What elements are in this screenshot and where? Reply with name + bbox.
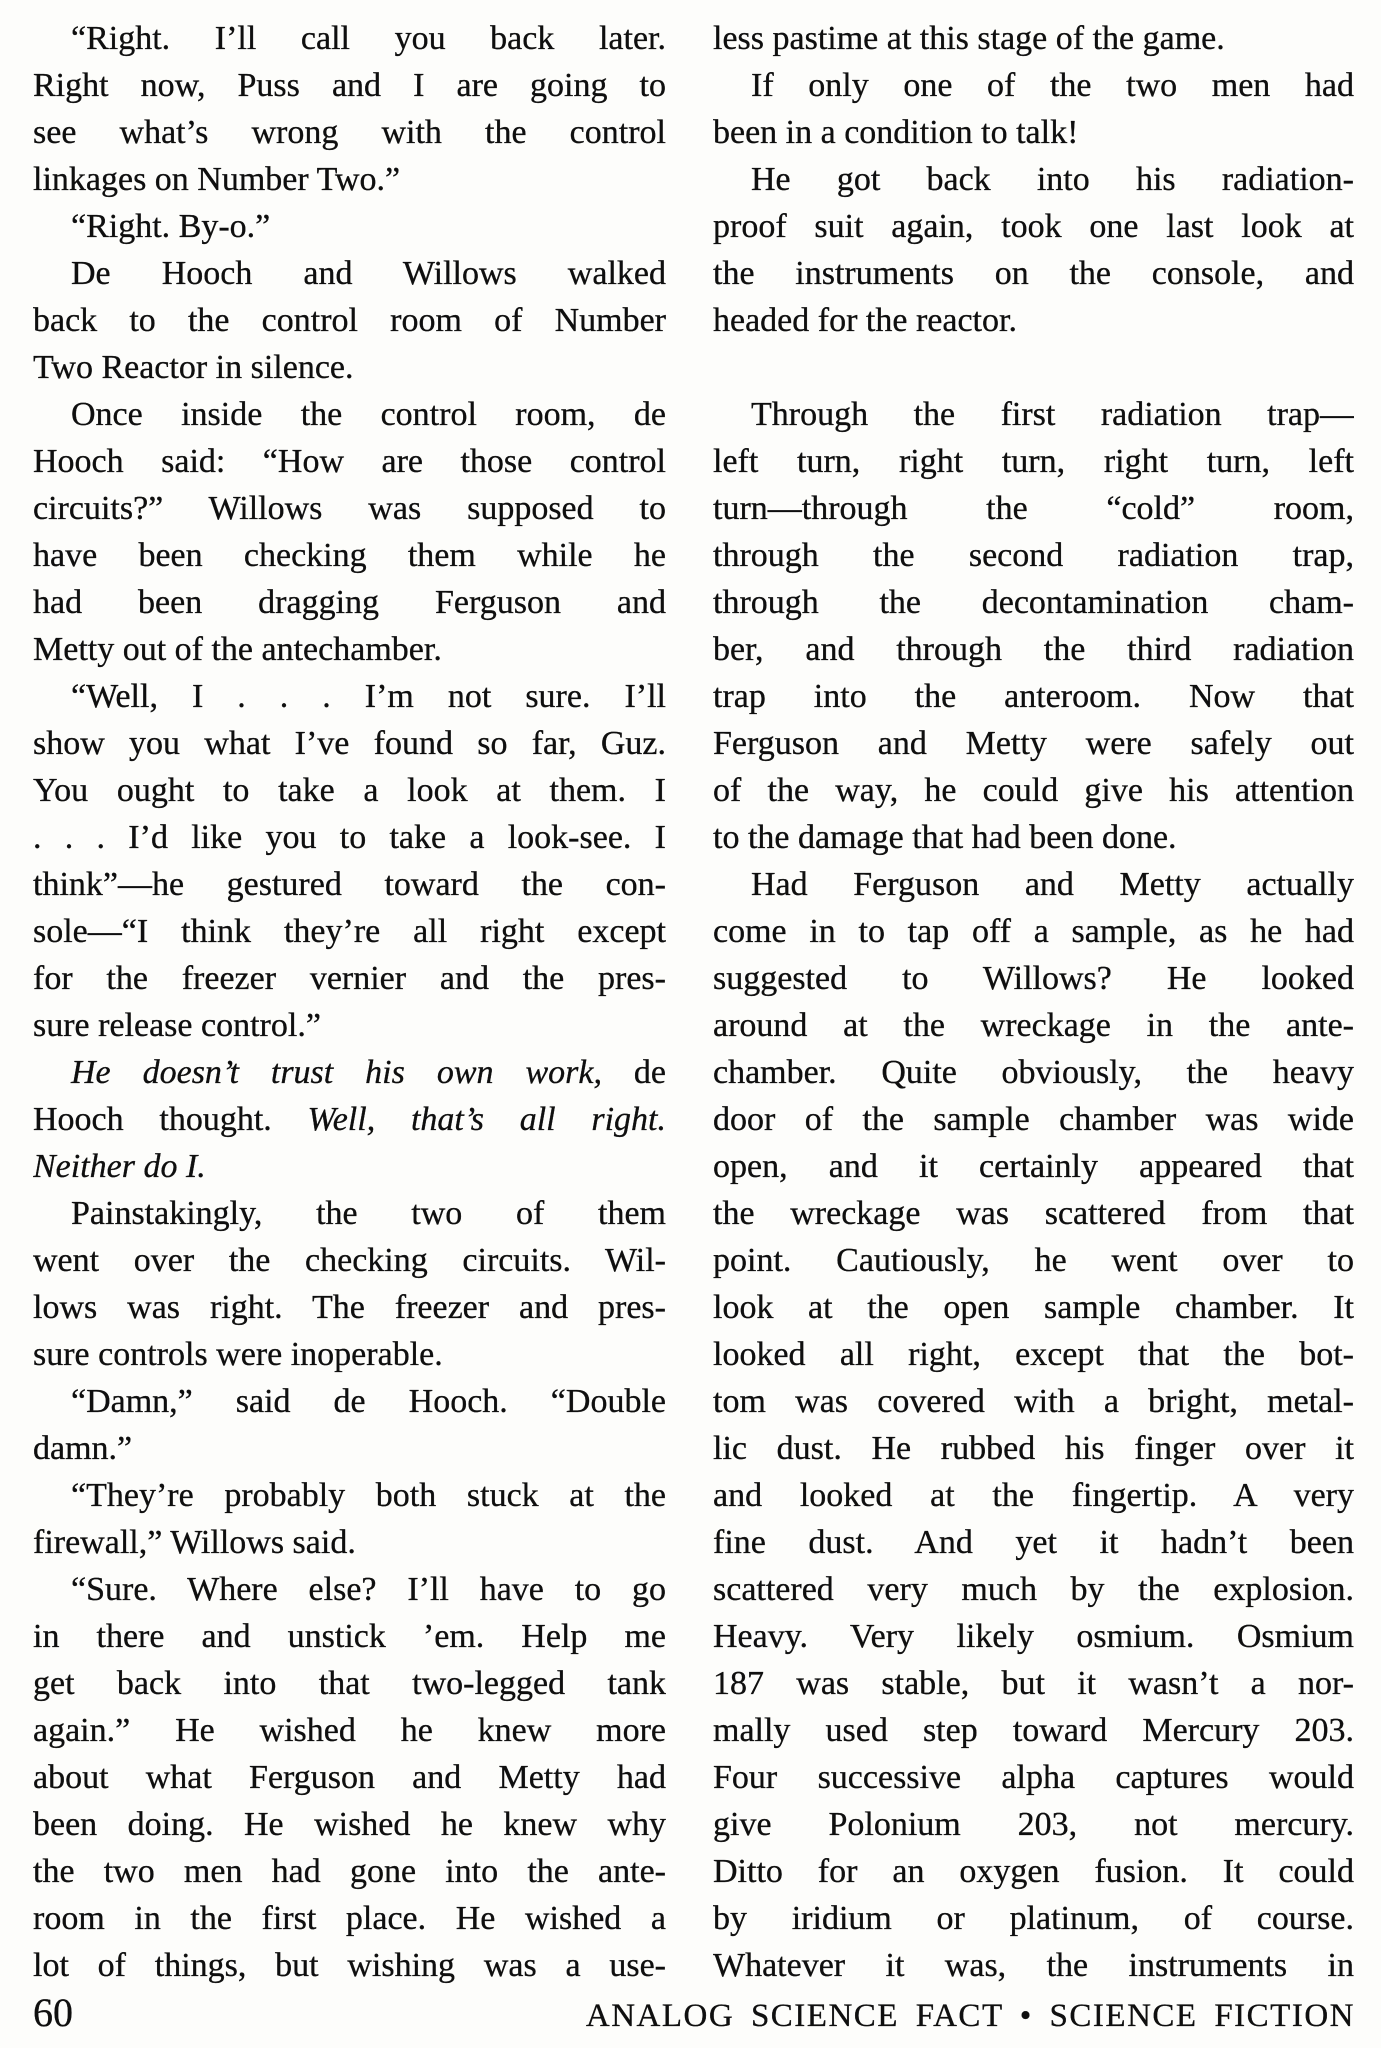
text-line: lows was right. The freezer and pres- xyxy=(33,1289,666,1326)
italic-text: Neither do I. xyxy=(33,1148,206,1185)
text-line: “Right. I’ll call you back later. xyxy=(71,20,666,57)
text-line: come in to tap off a sample, as he had xyxy=(713,913,1354,950)
text-line: lot of things, but wishing was a use- xyxy=(33,1947,666,1984)
text-line: Metty out of the antechamber. xyxy=(33,631,442,668)
text-line: and looked at the fingertip. A very xyxy=(713,1477,1354,1514)
text-segment: de xyxy=(601,1054,666,1091)
left-column xyxy=(33,15,666,1989)
text-line: the wreckage was scattered from that xyxy=(713,1195,1354,1232)
paragraph xyxy=(33,1190,666,1378)
text-line: been doing. He wished he knew why xyxy=(33,1806,666,1843)
magazine-title: ANALOG SCIENCE FACT • SCIENCE FICTION xyxy=(585,1998,1355,2034)
text-line: tom was covered with a bright, metal- xyxy=(713,1383,1354,1420)
text-line: linkages on Number Two.” xyxy=(33,161,401,198)
paragraph xyxy=(33,250,666,391)
page-footer xyxy=(33,1990,1355,2035)
paragraph xyxy=(33,1049,666,1190)
paragraph xyxy=(33,15,666,203)
text-line: point. Cautiously, he went over to xyxy=(713,1242,1354,1279)
text-line: Once inside the control room, de xyxy=(71,396,666,433)
text-line: damn.” xyxy=(33,1430,133,1467)
text-line: chamber. Quite obviously, the heavy xyxy=(713,1054,1354,1091)
text-line: Ferguson and Metty were safely out xyxy=(713,725,1354,762)
text-line: been in a condition to talk! xyxy=(713,114,1079,151)
paragraph xyxy=(33,1566,666,1989)
text-line: Four successive alpha captures would xyxy=(713,1759,1354,1796)
text-line: Whatever it was, the instruments in xyxy=(713,1947,1354,1984)
text-line: . . . I’d like you to take a look-see. I xyxy=(33,819,666,856)
text-line: Two Reactor in silence. xyxy=(33,349,354,386)
text-line: door of the sample chamber was wide xyxy=(713,1101,1354,1138)
paragraph xyxy=(713,15,1354,62)
text-line: for the freezer vernier and the pres- xyxy=(33,960,666,997)
text-line: He got back into his radiation- xyxy=(751,161,1354,198)
text-line: Had Ferguson and Metty actually xyxy=(751,866,1354,903)
text-line: the instruments on the console, and xyxy=(713,255,1354,292)
text-line: through the decontamination cham- xyxy=(713,584,1354,621)
text-line: Hooch said: “How are those control xyxy=(33,443,666,480)
paragraph xyxy=(33,391,666,673)
text-line: turn—through the “cold” room, xyxy=(713,490,1354,527)
text-line: by iridium or platinum, of course. xyxy=(713,1900,1354,1937)
text-line: looked all right, except that the bot- xyxy=(713,1336,1354,1373)
text-line: of the way, he could give his attention xyxy=(713,772,1354,809)
text-line: 187 was stable, but it wasn’t a nor- xyxy=(713,1665,1354,1702)
text-line: in there and unstick ’em. Help me xyxy=(33,1618,666,1655)
text-line: have been checking them while he xyxy=(33,537,666,574)
text-line: mally used step toward Mercury 203. xyxy=(713,1712,1354,1749)
text-line: Heavy. Very likely osmium. Osmium xyxy=(713,1618,1354,1655)
text-line xyxy=(33,1143,666,1190)
text-line: had been dragging Ferguson and xyxy=(33,584,666,621)
text-line: lic dust. He rubbed his finger over it xyxy=(713,1430,1354,1467)
page-number: 60 xyxy=(33,1990,73,2035)
text-line: around at the wreckage in the ante- xyxy=(713,1007,1354,1044)
paragraph xyxy=(33,673,666,1049)
text-line: You ought to take a look at them. I xyxy=(33,772,666,809)
text-line xyxy=(33,1049,666,1096)
text-line: went over the checking circuits. Wil- xyxy=(33,1242,666,1279)
text-line xyxy=(33,1096,666,1143)
paragraph xyxy=(713,156,1354,344)
text-segment: Hooch thought. xyxy=(33,1101,308,1138)
text-line: De Hooch and Willows walked xyxy=(71,255,666,292)
text-line: “Right. By-o.” xyxy=(71,208,271,245)
paragraph xyxy=(33,1378,666,1472)
text-line: through the second radiation trap, xyxy=(713,537,1354,574)
text-line: back to the control room of Number xyxy=(33,302,666,339)
text-line: get back into that two-legged tank xyxy=(33,1665,666,1702)
text-line: about what Ferguson and Metty had xyxy=(33,1759,666,1796)
text-line: scattered very much by the explosion. xyxy=(713,1571,1354,1608)
text-line: again.” He wished he knew more xyxy=(33,1712,666,1749)
text-columns xyxy=(33,15,1354,1989)
text-line: to the damage that had been done. xyxy=(713,819,1177,856)
text-line: open, and it certainly appeared that xyxy=(713,1148,1354,1185)
paragraph xyxy=(713,62,1354,156)
paragraph xyxy=(33,1472,666,1566)
text-line: sure controls were inoperable. xyxy=(33,1336,443,1373)
paragraph xyxy=(713,391,1354,861)
text-line: firewall,” Willows said. xyxy=(33,1524,356,1561)
text-line: proof suit again, took one last look at xyxy=(713,208,1354,245)
text-line: fine dust. And yet it hadn’t been xyxy=(713,1524,1354,1561)
text-line: sure release control.” xyxy=(33,1007,321,1044)
text-line: Through the first radiation trap— xyxy=(751,396,1354,433)
italic-text: He doesn’t trust his own work, xyxy=(71,1054,602,1091)
text-line: headed for the reactor. xyxy=(713,302,1017,339)
text-line: ber, and through the third radiation xyxy=(713,631,1354,668)
text-line: less pastime at this stage of the game. xyxy=(713,20,1225,57)
text-line: sole—“I think they’re all right except xyxy=(33,913,666,950)
text-line: Ditto for an oxygen fusion. It could xyxy=(713,1853,1354,1890)
text-line: Right now, Puss and I are going to xyxy=(33,67,666,104)
text-line: If only one of the two men had xyxy=(751,67,1354,104)
text-line: trap into the anteroom. Now that xyxy=(713,678,1354,715)
text-line: circuits?” Willows was supposed to xyxy=(33,490,666,527)
text-line: Painstakingly, the two of them xyxy=(71,1195,666,1232)
text-line: left turn, right turn, right turn, left xyxy=(713,443,1354,480)
text-line: the two men had gone into the ante- xyxy=(33,1853,666,1890)
text-line: “They’re probably both stuck at the xyxy=(71,1477,666,1514)
text-line: suggested to Willows? He looked xyxy=(713,960,1354,997)
text-line: show you what I’ve found so far, Guz. xyxy=(33,725,666,762)
paragraph xyxy=(713,861,1354,1989)
text-line: “Well, I . . . I’m not sure. I’ll xyxy=(71,678,666,715)
italic-text: Well, that’s all right. xyxy=(307,1101,666,1138)
text-line: “Damn,” said de Hooch. “Double xyxy=(71,1383,666,1420)
text-line: think”—he gestured toward the con- xyxy=(33,866,666,903)
right-column xyxy=(713,15,1354,1989)
text-line: “Sure. Where else? I’ll have to go xyxy=(71,1571,666,1608)
text-line: look at the open sample chamber. It xyxy=(713,1289,1354,1326)
paragraph xyxy=(33,203,666,250)
text-line: give Polonium 203, not mercury. xyxy=(713,1806,1354,1843)
text-line: see what’s wrong with the control xyxy=(33,114,666,151)
text-line: room in the first place. He wished a xyxy=(33,1900,666,1937)
